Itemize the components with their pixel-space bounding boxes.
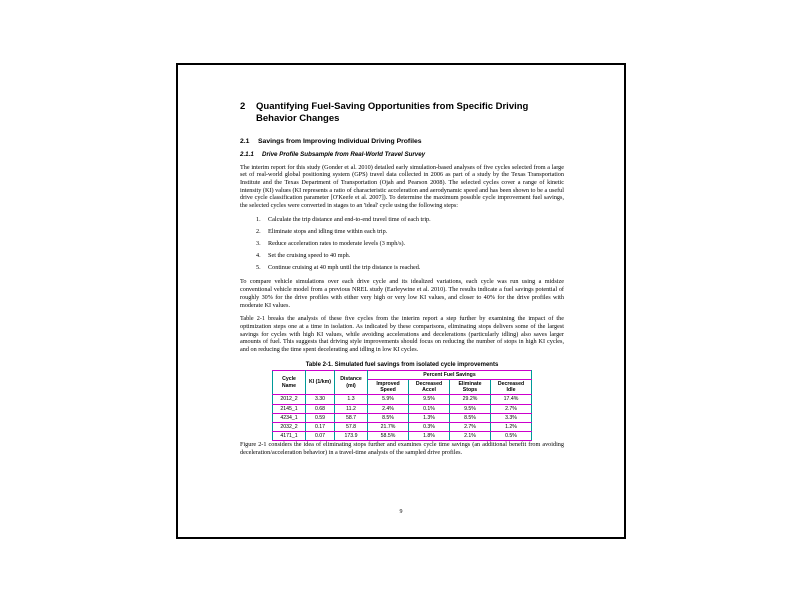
list-item	[256, 252, 564, 260]
col-header-percent-fuel-savings: Percent Fuel Savings	[368, 370, 532, 379]
cell-distance: 57.8	[335, 422, 368, 431]
col-header-ki: KI (1/km)	[306, 370, 335, 395]
cell-decreased-accel: 9.5%	[409, 395, 450, 404]
section-number: 2.1	[240, 138, 250, 145]
list-item-number: 1.	[256, 215, 261, 223]
col-header-decreased-accel: Decreased Accel	[409, 379, 450, 394]
list-item-number: 4.	[256, 251, 261, 259]
subsection-number: 2.1.1	[240, 151, 254, 158]
cell-eliminate-stops: 2.7%	[450, 422, 491, 431]
cell-cycle-name: 4171_1	[273, 432, 306, 441]
page-number: 9	[399, 509, 403, 515]
cell-ki: 3.30	[306, 395, 335, 404]
col-header-decreased-idle: Decreased Idle	[491, 379, 532, 394]
paragraph-1: The interim report for this study (Gonder et al. 2010) detailed early simulation-based analyses of five cycles selected from a large set of real-world global positioning system (GPS) travel data collected in 2006 as part of a study by the Texas Transportation Institute and the Texas Department of Transportation (Ojah and Pearson 2008). The selected cycles cover a range of kinetic intensity (KI) values (KI represents a ratio of characteristic acceleration and aerodynamic speed and has been shown to be a useful drive cycle classification parameter [O'Keefe et al. 2007]). To determine the maximum possible cycle improvement fuel savings, the selected cycles were converted in stages to an 'ideal' cycle using the following steps:	[240, 163, 564, 210]
table-row	[273, 413, 532, 422]
cell-ki: 0.59	[306, 413, 335, 422]
cell-decreased-idle: 3.3%	[491, 413, 532, 422]
chapter-title: Quantifying Fuel-Saving Opportunities from Specific Driving Behavior Changes	[256, 101, 529, 124]
cell-cycle-name: 2012_2	[273, 395, 306, 404]
subsection-heading	[240, 151, 564, 159]
col-header-cycle-name: Cycle Name	[273, 370, 306, 395]
cell-distance: 58.7	[335, 413, 368, 422]
col-header-eliminate-stops: Eliminate Stops	[450, 379, 491, 394]
ideal-cycle-steps-list	[256, 216, 564, 272]
cell-ki: 0.68	[306, 404, 335, 413]
cell-decreased-accel: 0.1%	[409, 404, 450, 413]
section-heading	[240, 138, 564, 146]
list-item-number: 2.	[256, 227, 261, 235]
cell-improved-speed: 58.5%	[368, 432, 409, 441]
cell-ki: 0.07	[306, 432, 335, 441]
list-item	[256, 240, 564, 248]
cell-eliminate-stops: 2.1%	[450, 432, 491, 441]
table-caption: Table 2-1. Simulated fuel savings from isolated cycle improvements	[305, 361, 499, 368]
cell-eliminate-stops: 29.2%	[450, 395, 491, 404]
cell-distance: 1.3	[335, 395, 368, 404]
cell-cycle-name: 4234_1	[273, 413, 306, 422]
table-header	[273, 370, 532, 395]
paragraph-4: Figure 2-1 considers the idea of eliminating stops further and examines cycle time savings (an additional benefit from avoiding deceleration/acceleration behavior) in a travel-time analysis of the sampled drive profiles.	[240, 441, 564, 457]
col-header-improved-speed: Improved Speed	[368, 379, 409, 394]
cell-improved-speed: 21.7%	[368, 422, 409, 431]
cell-distance: 11.2	[335, 404, 368, 413]
table-row	[273, 422, 532, 431]
list-item-text: Reduce acceleration rates to moderate levels (3 mph/s).	[268, 239, 406, 247]
cell-decreased-accel: 1.8%	[409, 432, 450, 441]
page-content	[178, 65, 624, 457]
chapter-number: 2	[240, 101, 246, 112]
chapter-heading	[240, 101, 564, 124]
paragraph-3: Table 2-1 breaks the analysis of these five cycles from the interim report a step further by examining the impact of the optimization steps one at a time in isolation. As indicated by these comparisons, eliminating stops delivers some of the largest savings for cycles with high KI values, while avoiding accelerations and decelerations (particularly idling) also saves larger amounts of fuel. This suggests that driving style improvements should focus on reducing the number of stops in high KI cycles, and on reducing the time spent decelerating and idling in low KI cycles.	[240, 315, 564, 354]
list-item-number: 3.	[256, 239, 261, 247]
cell-improved-speed: 5.9%	[368, 395, 409, 404]
table-body	[273, 395, 532, 441]
table-row	[273, 395, 532, 404]
cell-cycle-name: 2145_1	[273, 404, 306, 413]
cell-improved-speed: 8.5%	[368, 413, 409, 422]
cell-ki: 0.17	[306, 422, 335, 431]
list-item	[256, 216, 564, 224]
table-row	[273, 432, 532, 441]
cell-cycle-name: 2032_2	[273, 422, 306, 431]
list-item-text: Set the cruising speed to 40 mph.	[268, 251, 351, 259]
cell-decreased-idle: 2.7%	[491, 404, 532, 413]
cell-decreased-idle: 1.2%	[491, 422, 532, 431]
list-item	[256, 228, 564, 236]
col-header-distance: Distance (mi)	[335, 370, 368, 395]
document-page	[176, 63, 626, 539]
cell-eliminate-stops: 9.5%	[450, 404, 491, 413]
list-item-text: Continue cruising at 40 mph until the trip distance is reached.	[268, 263, 421, 271]
cell-distance: 173.9	[335, 432, 368, 441]
cell-decreased-idle: 17.4%	[491, 395, 532, 404]
cell-eliminate-stops: 8.5%	[450, 413, 491, 422]
fuel-savings-table	[272, 370, 532, 442]
cell-improved-speed: 2.4%	[368, 404, 409, 413]
list-item-text: Eliminate stops and idling time within each trip.	[268, 227, 388, 235]
list-item-number: 5.	[256, 263, 261, 271]
paragraph-2: To compare vehicle simulations over each drive cycle and its idealized variations, each cycle was run using a midsize conventional vehicle model from a previous NREL study (Earleywine et al. 2010). The results indicate a fuel savings potential of roughly 30% for the drive profiles with either very high or very low KI values, and closer to 40% for the drive profiles with moderate KI values.	[240, 278, 564, 309]
table-row	[273, 404, 532, 413]
subsection-title: Drive Profile Subsample from Real-World Travel Survey	[262, 151, 426, 158]
list-item-text: Calculate the trip distance and end-to-end travel time of each trip.	[268, 215, 431, 223]
list-item	[256, 264, 564, 272]
cell-decreased-accel: 0.3%	[409, 422, 450, 431]
section-title: Savings from Improving Individual Driving Profiles	[258, 138, 422, 145]
table-header-row-1	[273, 370, 532, 379]
cell-decreased-idle: 0.5%	[491, 432, 532, 441]
cell-decreased-accel: 1.3%	[409, 413, 450, 422]
